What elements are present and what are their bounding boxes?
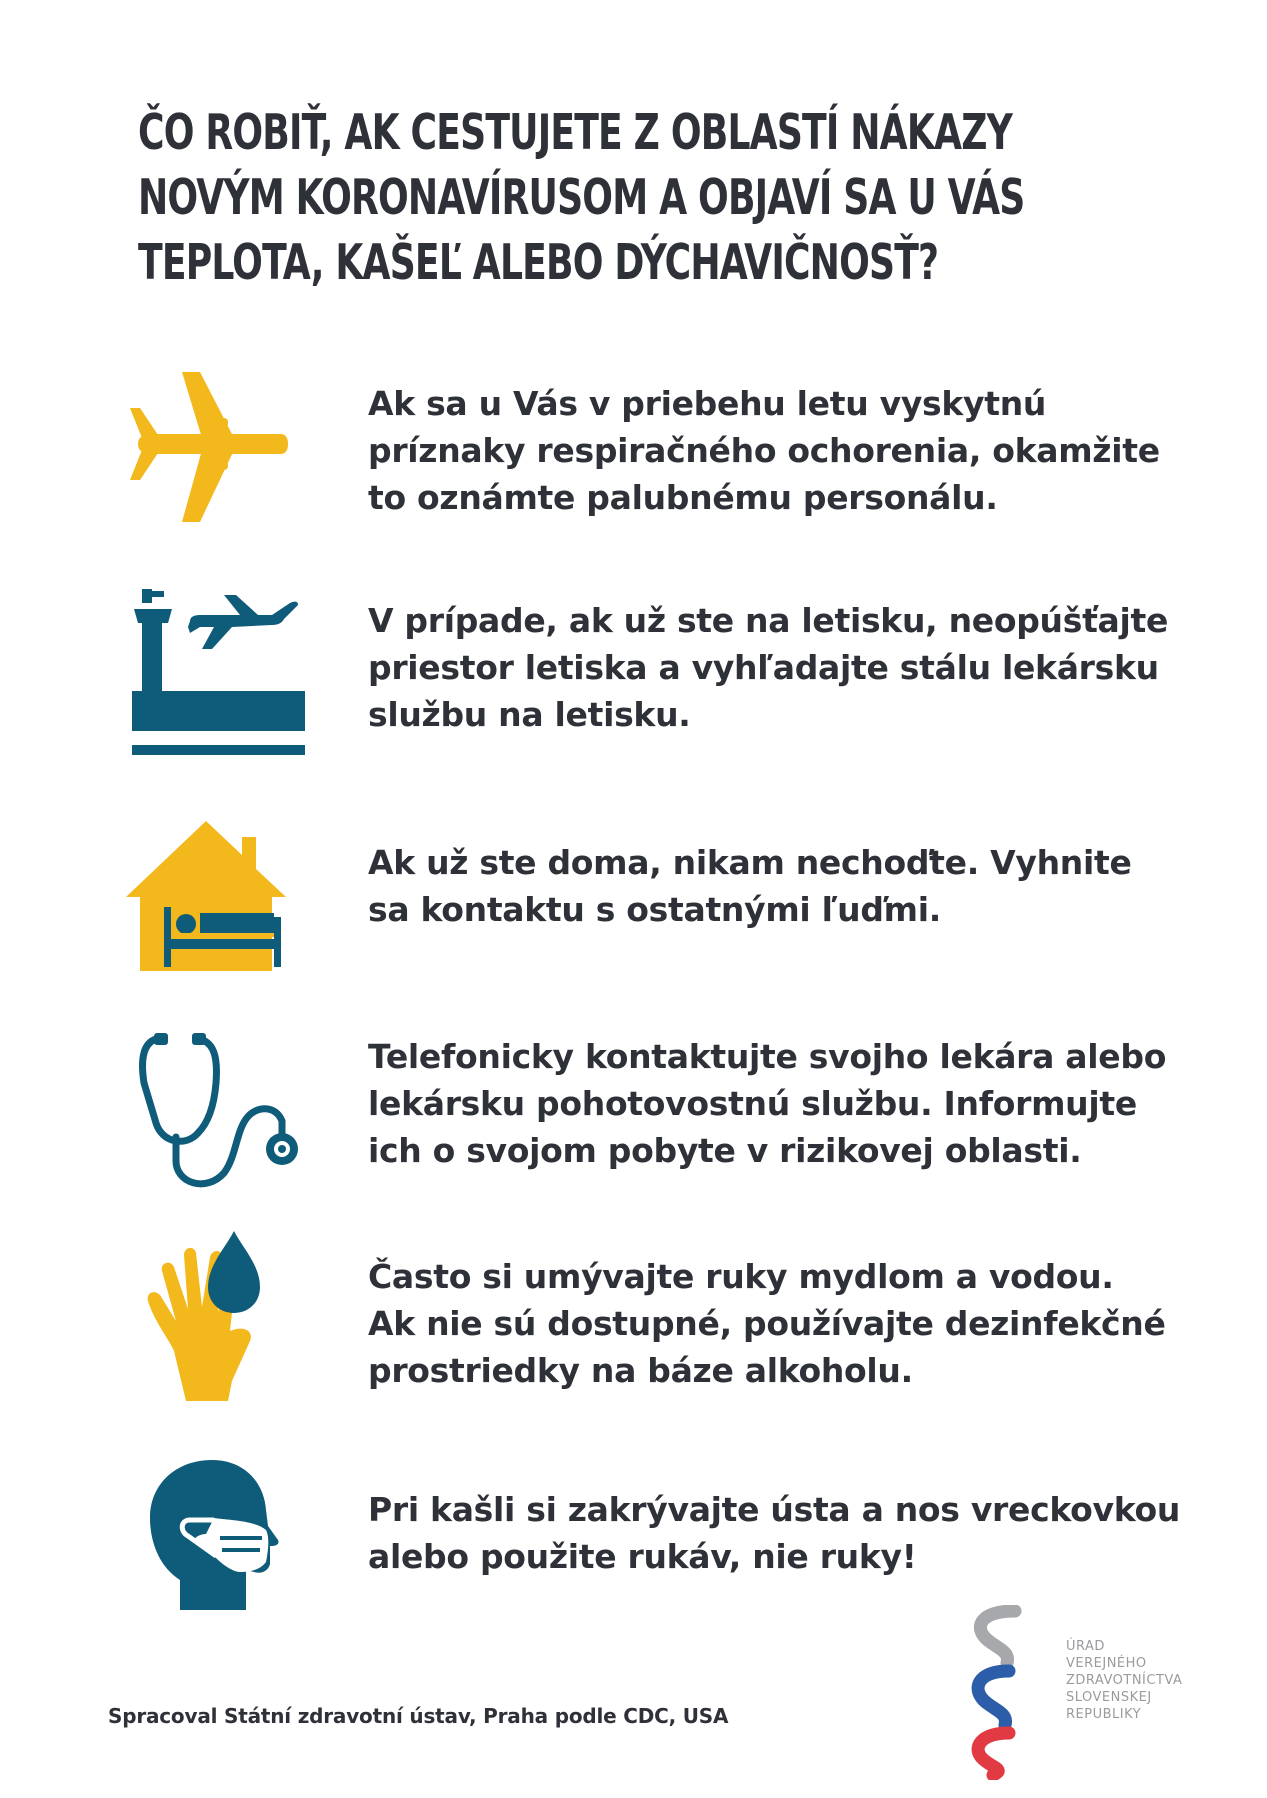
title-line-2: NOVÝM KORONAVÍRUSOM A OBJAVÍ SA U VÁS <box>138 169 1025 226</box>
page-title <box>138 100 1025 295</box>
urad-verejneho-zdravotnictva-logo <box>965 1605 1035 1780</box>
advice-text-home <box>368 839 1208 933</box>
advice-text-handwash <box>368 1253 1208 1394</box>
advice-text-flight <box>368 380 1208 521</box>
face-mask-icon <box>150 1460 285 1610</box>
house-bed-icon <box>126 821 286 976</box>
source-credit: Spracoval Státní zdravotní ústav, Praha podle CDC, USA <box>108 1704 729 1728</box>
logo-line: ÚRAD <box>1066 1639 1105 1654</box>
hand-water-drop-icon <box>146 1231 276 1406</box>
airplane-icon <box>130 372 290 522</box>
advice-line: Telefonicky kontaktujte svojho lekára alebo <box>368 1037 1167 1076</box>
advice-line: Ak sa u Vás v priebehu letu vyskytnú <box>368 384 1047 423</box>
logo-line: REPUBLIKY <box>1066 1707 1142 1722</box>
advice-line: Ak nie sú dostupné, používajte dezinfekčné <box>368 1304 1166 1343</box>
stethoscope-icon <box>136 1033 311 1198</box>
advice-line: alebo použite rukáv, nie ruky! <box>368 1537 917 1576</box>
advice-text-doctor <box>368 1033 1208 1174</box>
airport-tower-icon <box>132 589 307 759</box>
advice-line: Často si umývajte ruky mydlom a vodou. <box>368 1257 1114 1296</box>
advice-line: službu na letisku. <box>368 695 691 734</box>
advice-text-airport <box>368 597 1208 738</box>
advice-line: príznaky respiračného ochorenia, okamžite <box>368 431 1160 470</box>
advice-line: V prípade, ak už ste na letisku, neopúšťajte <box>368 601 1169 640</box>
logo-line: SLOVENSKEJ <box>1066 1690 1152 1705</box>
logo-line: VEREJNÉHO <box>1066 1656 1147 1671</box>
advice-line: sa kontaktu s ostatnými ľuďmi. <box>368 890 941 929</box>
advice-line: priestor letiska a vyhľadajte stálu lekársku <box>368 648 1159 687</box>
title-line-3: TEPLOTA, KAŠEĽ ALEBO DÝCHAVIČNOSŤ? <box>138 234 939 291</box>
advice-line: Ak už ste doma, nikam nechoďte. Vyhnite <box>368 843 1132 882</box>
advice-line: prostriedky na báze alkoholu. <box>368 1351 913 1390</box>
logo-line: ZDRAVOTNÍCTVA <box>1066 1673 1183 1688</box>
advice-line: Pri kašli si zakrývajte ústa a nos vreckovkou <box>368 1490 1181 1529</box>
advice-line: to oznámte palubnému personálu. <box>368 478 998 517</box>
advice-text-cough <box>368 1486 1208 1580</box>
advice-line: lekársku pohotovostnú službu. Informujte <box>368 1084 1137 1123</box>
title-line-1: ČO ROBIŤ, AK CESTUJETE Z OBLASTÍ NÁKAZY <box>138 104 1012 161</box>
advice-line: ich o svojom pobyte v rizikovej oblasti. <box>368 1131 1082 1170</box>
logo-wordmark <box>1066 1638 1182 1723</box>
